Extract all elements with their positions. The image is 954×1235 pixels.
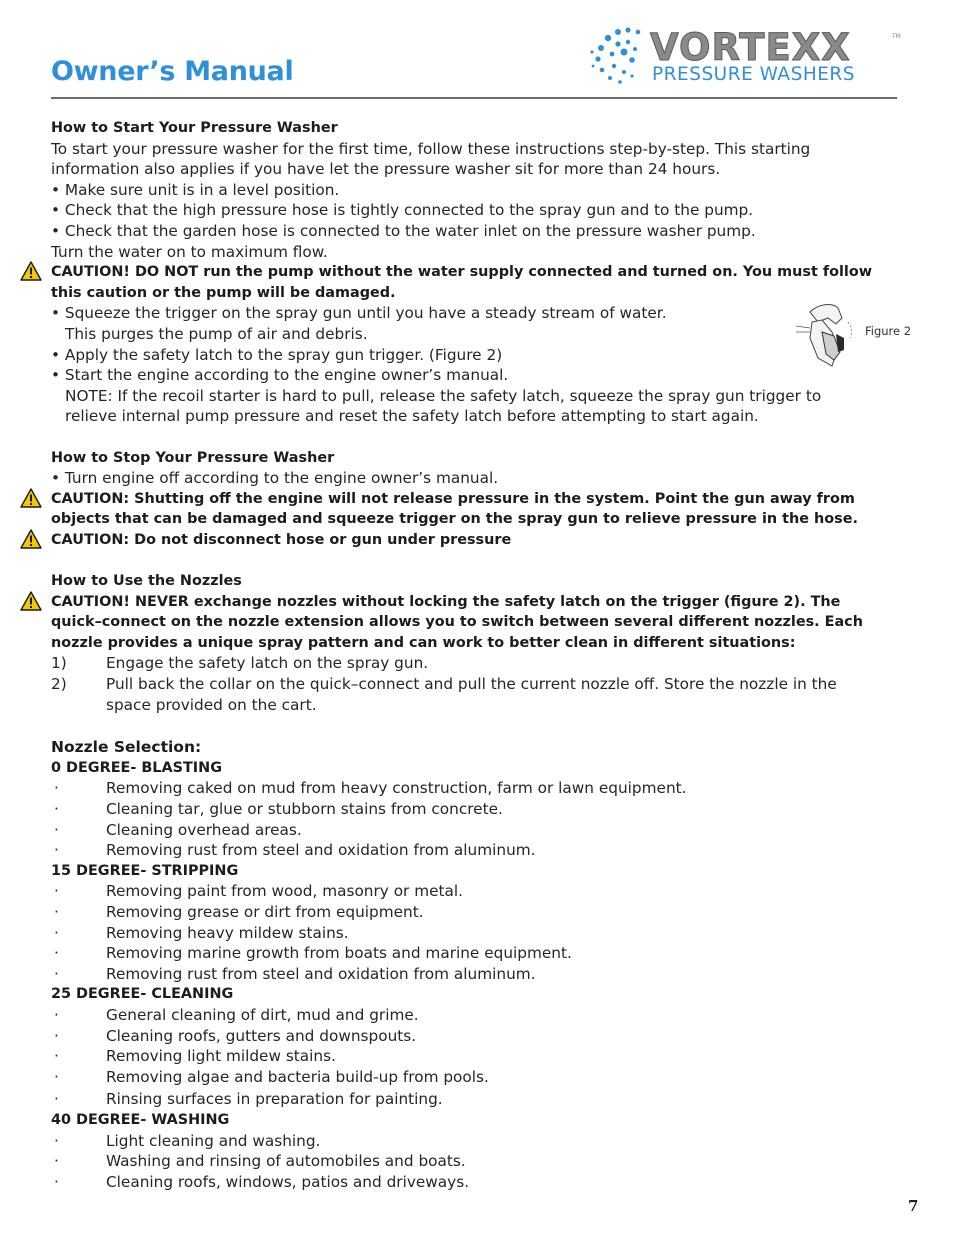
bullet-item: • Turn engine off according to the engine owner’s manual. <box>51 469 499 488</box>
logo-tm: TM <box>892 33 901 40</box>
step-text: Engage the safety latch on the spray gun. <box>106 654 429 673</box>
list-item: · Cleaning overhead areas. <box>54 820 302 839</box>
caution-line: CAUTION: Shutting off the engine will not release pressure in the system. Point the gun away from <box>51 490 855 507</box>
caution-line: this caution or the pump will be damaged. <box>51 284 396 301</box>
list-item: · Light cleaning and washing. <box>54 1131 321 1150</box>
caution-block <box>51 530 911 551</box>
list-item: · Removing paint from wood, masonry or metal. <box>54 882 464 901</box>
caution-block <box>51 489 911 510</box>
warning-triangle-icon <box>20 591 42 611</box>
logo-brand: VORTEXX <box>650 26 851 69</box>
vortexx-logo <box>588 22 908 88</box>
list-item: · Removing grease or dirt from equipment. <box>54 902 424 921</box>
step-text: space provided on the cart. <box>106 695 317 714</box>
bullet-item: • Start the engine according to the engine owner’s manual. <box>51 366 509 385</box>
bullet-item: • Check that the garden hose is connected to the water inlet on the pressure washer pump. <box>51 221 756 240</box>
list-item: · Cleaning tar, glue or stubborn stains from concrete. <box>54 800 503 818</box>
caution-line: CAUTION! DO NOT run the pump without the water supply connected and turned on. You must follow <box>51 264 873 281</box>
step-number: 1) <box>51 654 67 673</box>
list-item: · Rinsing surfaces in preparation for painting. <box>54 1090 443 1109</box>
paragraph-line: information also applies if you have let the pressure washer sit for more than 24 hours. <box>51 160 721 179</box>
paragraph-line: To start your pressure washer for the first time, follow these instructions step-by-step. This starting <box>51 139 811 158</box>
figure-label: Figure 2 <box>865 324 912 338</box>
caution-line: CAUTION! NEVER exchange nozzles without locking the safety latch on the trigger (figure 2). The <box>51 593 841 610</box>
numbered-step-continuation <box>51 695 911 716</box>
caution-line: quick–connect on the nozzle extension allows you to switch between several different nozzles. Each <box>51 614 863 631</box>
bullet-item: • Check that the high pressure hose is tightly connected to the spray gun and to the pump. <box>51 201 754 220</box>
list-item: · Removing marine growth from boats and marine equipment. <box>54 944 572 963</box>
list-item: · Washing and rinsing of automobiles and boats. <box>54 1152 466 1171</box>
list-item: · Removing light mildew stains. <box>54 1047 336 1066</box>
swirl-dots-icon <box>590 27 640 83</box>
page-title: Owner’s Manual <box>51 56 294 87</box>
list-item: · General cleaning of dirt, mud and grime. <box>54 1005 419 1024</box>
step-text: Pull back the collar on the quick–connect and pull the current nozzle off. Store the nozzle in the <box>106 675 837 694</box>
caution-line: nozzle provides a unique spray pattern and can work to better clean in different situations: <box>51 634 796 651</box>
warning-triangle-icon <box>20 488 42 508</box>
list-item: · Cleaning roofs, gutters and downspouts. <box>54 1026 417 1045</box>
list-item: · Removing rust from steel and oxidation from aluminum. <box>54 964 536 983</box>
page-number: 7 <box>908 1197 919 1215</box>
caution-block <box>51 262 911 283</box>
bullet-item: • Squeeze the trigger on the spray gun until you have a steady stream of water. <box>51 304 667 323</box>
bullet-item: • Make sure unit is in a level position. <box>51 180 340 199</box>
nozzle-group-heading: 25 DEGREE- CLEANING <box>51 986 234 1003</box>
section-heading-start: How to Start Your Pressure Washer <box>51 120 338 136</box>
nozzle-group-heading: 0 DEGREE- BLASTING <box>51 759 223 776</box>
list-item: · Removing caked on mud from heavy construction, farm or lawn equipment. <box>54 779 687 798</box>
list-item: · Removing heavy mildew stains. <box>54 923 349 942</box>
nozzle-group-heading: 40 DEGREE- WASHING <box>51 1111 230 1128</box>
section-heading-stop: How to Stop Your Pressure Washer <box>51 449 335 466</box>
nozzle-group-heading: 15 DEGREE- STRIPPING <box>51 862 239 879</box>
step-number: 2) <box>51 675 67 694</box>
list-item: · Cleaning roofs, windows, patios and driveways. <box>54 1172 470 1191</box>
caution-line: CAUTION: Do not disconnect hose or gun under pressure <box>51 531 512 548</box>
list-item: · Removing rust from steel and oxidation from aluminum. <box>54 841 536 860</box>
caution-block <box>51 592 911 613</box>
warning-triangle-icon <box>20 529 42 549</box>
list-item: · Removing algae and bacteria build-up from pools. <box>54 1067 489 1086</box>
manual-content <box>51 118 911 1192</box>
numbered-step <box>51 653 911 674</box>
bullet-continuation: This purges the pump of air and debris. <box>65 324 368 343</box>
bullet-item: • Apply the safety latch to the spray gun trigger. (Figure 2) <box>51 345 503 364</box>
warning-triangle-icon <box>20 261 42 281</box>
logo-tagline: PRESSURE WASHERS <box>652 64 856 85</box>
header-divider <box>51 97 897 99</box>
note-line: NOTE: If the recoil starter is hard to pull, release the safety latch, squeeze the spray gun trigger to <box>65 386 822 405</box>
paragraph-line: Turn the water on to maximum flow. <box>51 242 328 261</box>
nozzle-selection-title: Nozzle Selection: <box>51 738 202 757</box>
caution-line: objects that can be damaged and squeeze trigger on the spray gun to relieve pressure in the hose. <box>51 511 858 528</box>
numbered-step <box>51 674 911 695</box>
section-heading-nozzles: How to Use the Nozzles <box>51 573 242 590</box>
note-line: relieve internal pump pressure and reset the safety latch before attempting to start again. <box>65 407 759 426</box>
